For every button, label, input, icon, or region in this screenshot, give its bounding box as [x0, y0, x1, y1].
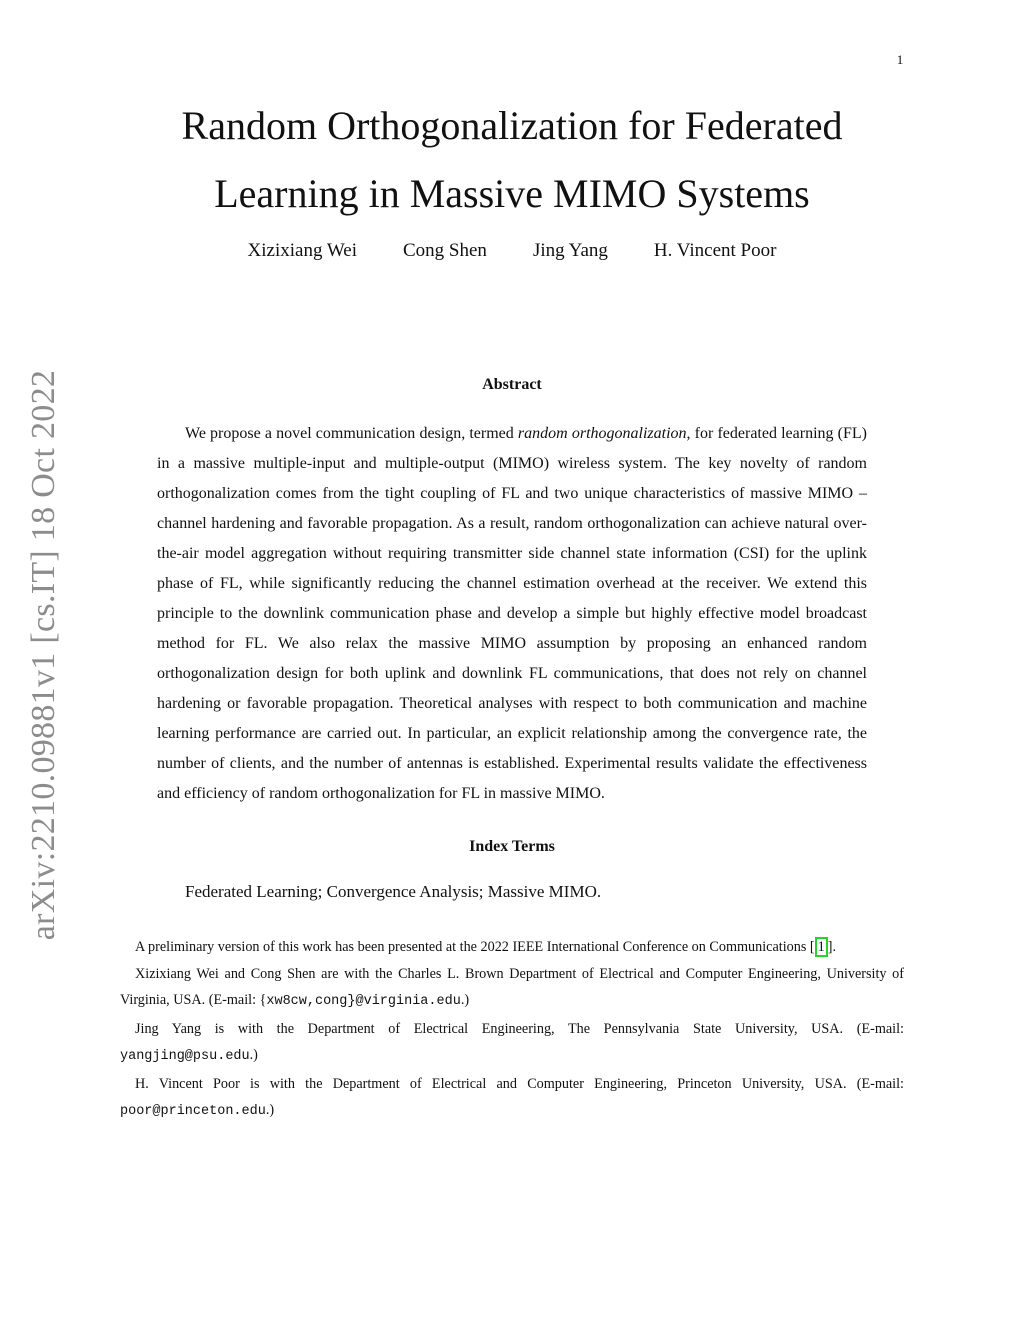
footnote-poor-affiliation — [120, 1071, 904, 1126]
abstract-text-start: We propose a novel communication design, termed — [185, 425, 518, 442]
footnote-text: H. Vincent Poor is with the Department of Electrical and Computer Engineering, Princeton University, USA. (E-mail: — [135, 1075, 904, 1092]
index-terms-heading: Index Terms — [469, 838, 555, 855]
footnotes — [120, 934, 904, 1126]
arxiv-identifier-stamp: arXiv:2210.09881v1 [cs.IT] 18 Oct 2022 — [25, 369, 62, 941]
author-name: H. Vincent Poor — [653, 240, 777, 261]
email-address: yangjing@psu.edu — [120, 1049, 250, 1064]
author-name: Cong Shen — [403, 240, 487, 261]
footnote-yang-affiliation — [120, 1016, 904, 1071]
author-name: Xizixiang Wei — [247, 240, 357, 261]
footnote-text: Xizixiang Wei and Cong Shen are with the Charles L. Brown Department of Electrical and Computer Engineering, University of Virginia, USA. (E-mail: { — [120, 965, 904, 1008]
index-terms-text: Federated Learning; Convergence Analysis; Massive MIMO. — [185, 882, 602, 901]
footnote-text-end: ]. — [827, 939, 837, 955]
footnote-text-end: .) — [460, 992, 470, 1008]
abstract-text-rest: , for federated learning (FL) in a massive multiple-input and multiple-output (MIMO) wireless system. The key novelty of random orthogonalization comes from the tight coupling of FL and two unique characteristics of massive MIMO – channel hardening and favorable propagation. As a result, random orthogonalization can achieve natural over-the-air model aggregation without requiring transmitter side channel state information (CSI) for the uplink phase of FL, while significantly reducing the channel estimation overhead at the receiver. We extend this principle to the downlink communication phase and develop a simple but highly effective model broadcast method for FL. We also relax the massive MIMO assumption by proposing an enhanced random orthogonalization design for both uplink and downlink FL communications, that does not rely on channel hardening or favorable propagation. Theoretical analyses with respect to both communication and machine learning performance are carried out. In particular, an explicit relationship among the convergence rate, the number of clients, and the number of antennas is established. Experimental results validate the effectiveness and efficiency of random orthogonalization for FL in massive MIMO. — [157, 425, 867, 802]
title-line-2: Learning in Massive MIMO Systems — [214, 171, 810, 216]
email-domain: }@virginia.edu — [347, 994, 461, 1009]
title-line-1: Random Orthogonalization for Federated — [181, 103, 843, 148]
email-address: poor@princeton.edu — [120, 1104, 266, 1119]
page-number: 1 — [896, 52, 904, 67]
citation-link[interactable]: 1 — [815, 937, 828, 957]
footnote-text: A preliminary version of this work has been presented at the 2022 IEEE International Conference on Communications [ — [135, 939, 815, 955]
footnote-preliminary — [120, 934, 904, 961]
abstract-body — [157, 419, 867, 809]
abstract-emphasis: random orthogonalization — [517, 425, 687, 442]
abstract-heading: Abstract — [482, 376, 542, 393]
email-users: xw8cw,cong — [266, 994, 348, 1009]
author-name: Jing Yang — [532, 240, 608, 261]
footnote-text-end: .) — [249, 1047, 258, 1063]
paper-title — [100, 92, 924, 228]
footnote-text: Jing Yang is with the Department of Electrical Engineering, The Pennsylvania State University, USA. (E-mail: — [135, 1020, 904, 1037]
footnote-wei-shen-affiliation — [120, 961, 904, 1016]
footnote-text-end: .) — [265, 1102, 275, 1118]
author-list — [0, 240, 1024, 262]
